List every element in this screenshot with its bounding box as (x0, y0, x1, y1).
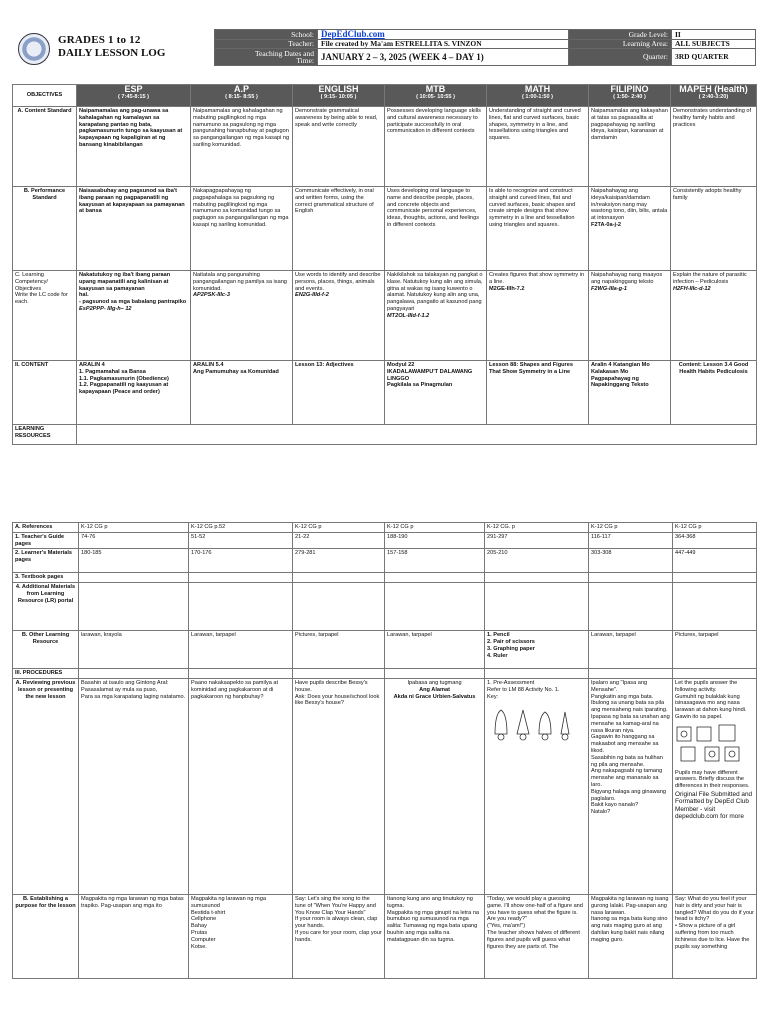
school-label: School: (215, 30, 318, 40)
col-mtb: MTB ( 10:05- 10:55 ) (385, 85, 487, 107)
row-label: III. PROCEDURES (13, 669, 79, 679)
quarter-value: 3RD QUARTER (672, 49, 756, 66)
deped-seal-logo (18, 33, 50, 65)
col-filipino: FILIPINO ( 1:50- 2:40 ) (589, 85, 671, 107)
col-esp: ESP ( 7:45-8:15 ) (77, 85, 191, 107)
teachers-guide-row (13, 532, 757, 549)
row-label: 4. Additional Materials from Learning Resource (LR) portal (13, 583, 79, 631)
teacher-label: Teacher: (215, 40, 318, 49)
cell: 180-185 (79, 549, 189, 573)
col-mapeh: MAPEH (Health) ( 2:40-3:20) (671, 85, 757, 107)
hygiene-activity-image (675, 723, 745, 765)
cell: Naipamamalas ang kakayahan at tatas sa pagsasalita at pagpapahayag ng sariling ideya, kaisipan, karanasan at damdamin (589, 107, 671, 187)
cell: 447-449 (673, 549, 757, 573)
cell: Consistently adopts healthy family (671, 187, 757, 271)
quarter-label: Quarter: (569, 49, 672, 66)
cell: 205-210 (485, 549, 589, 573)
cell: 116-117 (589, 532, 673, 549)
cell: Use words to identify and describe persons, places, things, animals and events. EN2G-IIId-f-2 (293, 271, 385, 361)
col-ap: A.P ( 8:15- 8:55 ) (191, 85, 293, 107)
cell: Lesson 88: Shapes and Figures That Show Symmetry in a Line (487, 361, 589, 425)
cell: 51-52 (189, 532, 293, 549)
cell: K-12 CG p.52 (189, 523, 293, 533)
header-info-table (214, 29, 756, 66)
row-label: B. Performance Standard (13, 187, 77, 271)
cell: 188-190 (385, 532, 485, 549)
other-resources-row (13, 631, 757, 669)
procedures-row (13, 669, 757, 679)
cell: Pictures, tarpapel (293, 631, 385, 669)
cell: 74-76 (79, 532, 189, 549)
row-label: A. Content Standard (13, 107, 77, 187)
cell: ARALIN 5.4 Ang Pamumuhay sa Komunidad (191, 361, 293, 425)
dates-value: JANUARY 2 – 3, 2025 (WEEK 4 – DAY 1) (318, 49, 569, 66)
cell: Ipalaro ang "Ipasa ang Mensahe". Pangkatin ang mga bata. Ibulong sa unang bata sa pila ang mensaheng nais iparating. Ipapasa ng bata sa unahan ang mensahe sa kamag-aral na nasa likuran niya. Gagawin ito hanggang sa makaabot ang mensahe sa likod. Sasabihin ng bata sa hulihan ng pila ang mensahe. Ang nakapagsabi ng tamang mensahe ang mananalo sa laro. Bigyang halaga ang ginawang paglalaro. Bakit kayo nanalo? Natalo? (589, 678, 673, 894)
row-label: B. Other Learning Resource (13, 631, 79, 669)
cell: K-12 CG p (385, 523, 485, 533)
cell: Communicate effectively, in oral and written forms, using the correct grammatical structure of English (293, 187, 385, 271)
cell: Naipamamalas ang kahalagahan ng mabuting pagllingkod ng mga namumuno sa pagsulong ng mga pangunahing hanapbuhay at pagtugon sa pangangailangan ng mga kasapi ng sariling komunidad. (191, 107, 293, 187)
cell: Pictures, tarpapel (673, 631, 757, 669)
grade-level-value: II (672, 30, 756, 40)
cell: Naitatala ang pangunahing pangangailangan ng pamilya sa isang komunidad. AP2PSK-IIIc-3 (191, 271, 293, 361)
school-link[interactable]: DepEdClub.com (321, 29, 385, 39)
cell: 1. Pencil 2. Pair of scissors 3. Graphing paper 4. Ruler (485, 631, 589, 669)
col-math: MATH ( 1:00-1:50 ) (487, 85, 589, 107)
cell: larawan, krayola (79, 631, 189, 669)
cell: Demonstrate grammatical awareness by being able to read, speak and write correctly (293, 107, 385, 187)
objectives-header: OBJECTIVES (13, 85, 77, 107)
references-row (13, 523, 757, 533)
cell: Magpakita ng mga larawan ng mga batas trapiko. Pag-usapan ang mga ito (79, 894, 189, 978)
cell: Explain the nature of parasitic infection – Pediculosis H2FH-IIIc-d-12 (671, 271, 757, 361)
competency-row (13, 271, 757, 361)
cell: Magpakita ng larawan ng mga sumusunod Bestida t-shirt Cellphone Bahay Prutas Computer Kotse. (189, 894, 293, 978)
cell: K-12 CG p (79, 523, 189, 533)
cell: Paano nakakaapekto sa pamilya at kominidad ang pagkakaroon at di pagkakaroon ng hanpbuhay? (189, 678, 293, 894)
cell: 279-281 (293, 549, 385, 573)
cell: Nakatutukoy ng iba't ibang paraan upang mapanatili ang kalinisan at kaayusan sa pamayanan hal. - pagsunod sa mga babalang pantrapiko EsP2PPP- IIIg-h– 12 (77, 271, 191, 361)
learners-materials-row (13, 549, 757, 573)
dates-label: Teaching Dates and Time: (215, 49, 318, 66)
symmetry-figures-image (487, 704, 577, 744)
cell: Content: Lesson 3.4 Good Health Habits Pediculosis (671, 361, 757, 425)
grade-level-label: Grade Level: (569, 30, 672, 40)
cell: Aralin 4 Katangian Mo Kalakasan Mo Pagpapahayag ng Napakinggang Teksto (589, 361, 671, 425)
learning-area-value: ALL SUBJECTS (672, 40, 756, 49)
cell: Ipabasa ang tugmang Ang Alamat Akda ni Grace Urbien-Salvatus (385, 678, 485, 894)
learning-area-label: Learning Area: (569, 40, 672, 49)
cell: Magpakita ng larawan ng isang gurong lalaki. Pag-usapan ang nasa larawan. Itanong sa mga bata kung sino ang nais maging guro at ang dahilan kung bakit nais nilang maging guro. (589, 894, 673, 978)
cell: K-12 CG. p (485, 523, 589, 533)
objectives-table (12, 84, 757, 445)
cell: Let the pupils answer the following activity. Gumuhit ng bulaklak kung isinasagawa mo ang nasa larawan at dahon kung hindi. Gawin ito sa papel. Pupils may have different answers. Briefly discuss the differences in their responses. Original File Submitted and Formatted by DepEd Club Member - visit depedclub.com for more (673, 678, 757, 894)
cell: Creates figures that show symmetry in a line. M2GE-IIIh-7.2 (487, 271, 589, 361)
textbook-row (13, 573, 757, 583)
cell: Larawan, tarpapel (385, 631, 485, 669)
cell: Nakapagpapahayag ng pagpapahalaga sa pagsulong ng mabuting paglilingkod ng mga namumuno sa komunidad tungo sa pagtugon sa pangangailangan ng mga kasapi ng sariling komunidad. (191, 187, 293, 271)
cell: Modyul 22 IKADALAWAMPU'T DALAWANG LINGGO Pagkilala sa Pinagmulan (385, 361, 487, 425)
additional-materials-row (13, 583, 757, 631)
cell: Basahin at isaulo ang Gintong Aral: Pasasalamat ay mula sa puso, Para sa mga karapatang laging natatamo. (79, 678, 189, 894)
resources-procedures-table (12, 522, 757, 979)
content-row (13, 361, 757, 425)
cell: Understanding of straight and curved lines, flat and curved surfaces, basic shapes, symmetry in a line, and tessellations using triangles and squares. (487, 107, 589, 187)
learning-resources-row (13, 425, 757, 445)
row-label: B. Establishing a purpose for the lesson (13, 894, 79, 978)
cell: K-12 CG p (673, 523, 757, 533)
form-title: GRADES 1 to 12 (58, 34, 141, 46)
row-label: 1. Teacher's Guide pages (13, 532, 79, 549)
row-label: A. References (13, 523, 79, 533)
reviewing-row (13, 678, 757, 894)
cell: Is able to recognize and construct straight and curved lines, flat and curved surfaces, basic shapes and create simple designs that show symmetry in a line and tessellation using triangles and squares. (487, 187, 589, 271)
cell: Lesson 13: Adjectives (293, 361, 385, 425)
cell: Say: What do you feel if your hair is dirty and your hair is tangled? What do you do if your head is itchy? • Show a picture of a girl suffering from too much itchiness due to lice. Have the pupils say something (673, 894, 757, 978)
cell: Uses developing oral language to name and describe people, places, and concrete objects and communicate personal experiences, ideas, thoughts, actions, and feelings in different contexts (385, 187, 487, 271)
cell: 1. Pre-Assessment Refer to LM 88 Activity No. 1. Key: (485, 678, 589, 894)
row-label: 2. Learner's Materials pages (13, 549, 79, 573)
row-label: A. Reviewing previous lesson or presenting the new lesson (13, 678, 79, 894)
cell: 170-176 (189, 549, 293, 573)
cell: Larawan, tarpapel (189, 631, 293, 669)
empty-cell (77, 425, 757, 445)
establishing-row (13, 894, 757, 978)
cell: 303-308 (589, 549, 673, 573)
row-label: C. Learning Competency/ Objectives Write the LC code for each. (13, 271, 77, 361)
cell: Naisasabuhay ang pagsunod sa iba't ibang paraan ng pagpapanatili ng kaayusan at kapayapaan sa pamayanan at bansa (77, 187, 191, 271)
performance-standard-row (13, 187, 757, 271)
teacher-value: File created by Ma'am ESTRELLITA S. VINZON (318, 40, 569, 49)
row-label: 3. Textbook pages (13, 573, 79, 583)
cell: K-12 CG p (293, 523, 385, 533)
cell: ARALIN 4 1. Pagmamahal sa Bansa 1.1. Pagkamasunurin (Obedience) 1.2. Pagpapanatili ng kaayusan at kapayapaan (Peace and order) (77, 361, 191, 425)
cell: 157-158 (385, 549, 485, 573)
cell: Naipahahayag ang ideya/kaisipan/damdam in/reaksiyon nang may wastong tono, diin, bilis, antala at intonasyon F2TA-0a-j-2 (589, 187, 671, 271)
cell: Demonstrates understanding of healthy family habits and practices (671, 107, 757, 187)
cell: Naipahahayag nang maayos ang napakinggang teksto F2WG-IIIa-g-1 (589, 271, 671, 361)
cell: Naipamamalas ang pag-unawa sa kahalagahan ng kamalayan sa karapatang pantao ng bata, pagkamasunurin tungo sa kaayusan at kapayapaan ng kapaligiran at ng bansang kinabibilangan (77, 107, 191, 187)
cell: "Today, we would play a guessing game. I'll show one-half of a figure and you have to guess what the figure is. Are you ready?" ("Yes, ma'am!") The teacher shows halves of different figures and pupils will guess what figures they are parts of. The (485, 894, 589, 978)
form-subtitle: DAILY LESSON LOG (58, 47, 166, 59)
row-label: II. CONTENT (13, 361, 77, 425)
cell: 364-368 (673, 532, 757, 549)
content-standard-row (13, 107, 757, 187)
cell: Say: Let's sing the song to the tune of "When You're Happy and You Know Clap Your Hands" If your room is always clean, clap your hands. If you care for your room, clap your hands. (293, 894, 385, 978)
col-english: ENGLISH ( 9:15- 10:05 ) (293, 85, 385, 107)
row-label: LEARNING RESOURCES (13, 425, 77, 445)
cell: 21-22 (293, 532, 385, 549)
cell: Have pupils describe Bessy's house. Ask: Does your house/school look like Bessy's house? (293, 678, 385, 894)
cell: Itanong kung ano ang tinutukoy ng tugma. Magpakita ng mga ginupit na letra na bumubuo ng sumusunod na mga salita: Tumawag ng mga bata upang buuhin ang mga salita na matatagpuan din sa tugma. (385, 894, 485, 978)
cell: Nakikilahok sa talakayan ng pangkat o klase. Natutukoy kung alin ang simula, gitna at wakas ng isang kuwento o alamat. Natutukoy kung alin ang una, pangalawa, pangatlo at kasunod pang pangyayari MT2OL-IIId-f-1.2 (385, 271, 487, 361)
cell: 291-297 (485, 532, 589, 549)
cell: K-12 CG p (589, 523, 673, 533)
cell: Larawan, tarpapel (589, 631, 673, 669)
cell: Possesses developing language skills and cultural awareness necessary to participate successfully in oral communication in different contexts (385, 107, 487, 187)
